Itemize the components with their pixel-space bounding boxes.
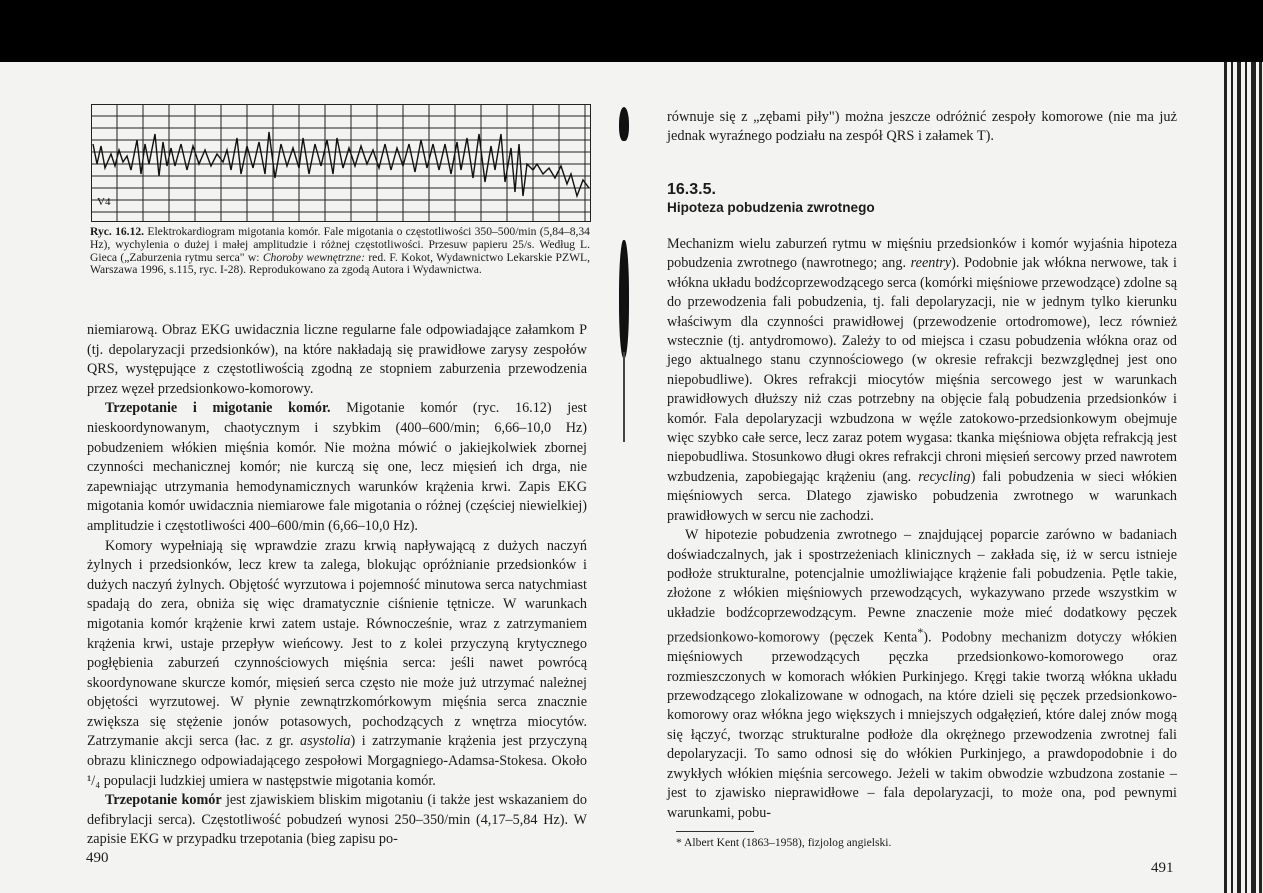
left-paragraph-2 [87, 399, 587, 536]
left-paragraph-3-text-a: Komory wypełniają się wprawdzie zrazu krwią napływającą z dużych naczyń żylnych i przedsionków, lecz krew ta zalega, blokując opróżnianie przedsionków i dużych naczyń żylnych. Objętość wyrzutowa i pojemność minutowa serca natychmiast spadają do zera, obniża się więc dramatycznie ciśnienie tętnicze. W warunkach migotania komór krążenie krwi zatem ustaje. Równocześnie, wraz z zatrzymaniem krążenia krwi, ustaje przepływ wieńcowy. Jest to z kolei przyczyną krytycznego pogłębienia zaburzeń czynnościowych mięśnia serca: jeśli nawet powrócą skoordynowane skurcze komór, mięsień serca często nie może już utrzymać należnej objętości wyrzutowej. W płynie zewnątrzkomórkowym mięśnia serca znacznie zwiększa się stężenie jonów potasowych, pochodzących z wnętrza miocytów. Zatrzymanie akcji serca (łac. z gr. [87, 537, 587, 750]
term-recycling: recycling [918, 468, 971, 485]
right-paragraph-1 [667, 235, 1177, 526]
page-number-right: 491 [1151, 860, 1174, 876]
right-page-body [667, 235, 1177, 823]
figure-caption [90, 226, 590, 277]
footnote-marker: * [917, 625, 924, 640]
left-paragraph-3-text-c: populacji ludzkiej umiera w następstwie migotania komór. [100, 772, 436, 789]
heading-flutter: Trzepotanie komór [105, 792, 222, 809]
scan-top-dark-band [0, 0, 1263, 62]
term-reentry: reentry [910, 255, 952, 272]
left-paragraph-1: niemiarową. Obraz EKG uwidacznia liczne regularne fale odpowiadające załamkom P (tj. depolaryzacji przedsionków), na które nakładają się prawidłowe zarysy zespołów QRS, występujące z częstotliwością zgodną ze stopniem zaburzenia przewodzenia przez węzeł przedsionkowo-komorowy. [87, 322, 587, 397]
caption-source: Choroby wewnętrzne: [262, 250, 365, 264]
caption-text-2: red. F. Kokot, Wydawnictwo Lekarskie PZWL, Warszawa 1996, s.115, ryc. I-28). Reprodukowano za zgodą Autora i Wydawnictwa. [90, 250, 590, 277]
footnote-rule [676, 831, 754, 832]
left-paragraph-3 [87, 537, 587, 792]
left-paragraph-4-text: jest zjawiskiem bliskim migotaniu (i także jest wskazaniem do defibrylacji serca). Częstotliwość pobudzeń wynosi 250–350/min (4,17–5,84 Hz). W zapisie EKG w przypadku trzepotania (bieg zapisu po- [87, 792, 587, 848]
right-paragraph-2-text-a: W hipotezie pobudzenia zwrotnego – znajdującej poparcie zarówno w badaniach doświadczalnych, jak i spostrzeżeniach klinicznych – zakłada się, iż w sercu istnieje podłoże strukturalne, potencjalnie umożliwiające krążenie fali pobudzenia. Pętle takie, złożone z włókien mięśniowych przewodzących, wykazywano przede wszystkim w układzie bodźcoprzewodzącym. Pewne znaczenie może mieć dodatkowy pęczek przedsionkowo-komorowy (pęczek Kenta [667, 527, 1177, 646]
spine-mark-top [619, 107, 629, 141]
right-page-continuation: równuje się z „zębami piły") można jeszcze odróżnić zespoły komorowe (nie ma już jednak wyraźnego podziału na zespół QRS i załamek T). [667, 109, 1177, 145]
right-paragraph-1-text-c: ) fali pobudzenia w sieci włókien mięśniowych serca. Dlatego zjawisko pobudzenia zwrotnego w warunkach prawidłowych w sercu nie zachodzi. [667, 468, 1177, 524]
right-paragraph-2 [667, 526, 1177, 823]
term-asystolia: asystolia [300, 733, 351, 750]
right-paragraph-1-text-b: ). Podobnie jak włókna nerwowe, tak i włókna układu bodźcoprzewodzącego serca (komórki mięśniowe przewodzące) zdolne są do przewodzenia fali pobudzenia, tj. fali depolaryzacji, nie w jednym tylko kierunku właściwym dla czynności prawidłowej (przewodzenie ortodromowe), lecz również wstecznie (tj. antydromowo). Zależy to od miejsca i czasu pobudzenia włókna oraz od jego aktualnego stanu czynnościowego (w okresie refrakcji bezwzględnej jest ono niepobudliwe). Okres refrakcji miocytów mięśnia sercowego jest w warunkach prawidłowych dłuższy niż czas potrzebny na objęcie falą pobudzenia przedsionków i komór. Fala depolaryzacji wzbudzona w węźle zatokowo-przedsionkowym obejmuje więc szybko całe serce, lecz zaraz potem wygasa: tkanka mięśniowa objęta refrakcją jest niepobudliwa. Stosunkowo długi okres refrakcji chroni mięsień sercowy przed nawrotem wzbudzenia, zapobiegając krążeniu (ang. [667, 255, 1177, 485]
left-page-body [87, 321, 587, 850]
spine-line [623, 352, 625, 442]
left-paragraph-2-text: Migotanie komór (ryc. 16.12) jest nieskoordynowanym, chaotycznym i szybkim (400–600/min; 6,66–10,0 Hz) pobudzeniem włókien mięśnia komór. Nie można mówić o jakiejkolwiek zbornej czynności mechanicznej komór; nie kurczą się one, lecz mięsień ich drga, nie zapewniając utrzymania hemodynamicznych warunków krążenia krwi. Zapis EKG migotania komór uwidacznia niemiarowe fale migotania o różnej (częściej niewielkiej) amplitudzie i częstotliwości 400–600/min (6,66–10,0 Hz). [87, 400, 587, 534]
caption-label: Ryc. 16.12. [90, 225, 145, 238]
footnote: * Albert Kent (1863–1958), fizjolog angielski. [676, 836, 892, 849]
left-paragraph-4 [87, 791, 587, 850]
section-number: 16.3.5. [667, 181, 716, 198]
page-number-left: 490 [86, 850, 109, 866]
ecg-figure [91, 104, 591, 222]
page-stack-edge [1222, 62, 1263, 893]
heading-fibrillation: Trzepotanie i migotanie komór. [105, 400, 331, 417]
ecg-lead-label: V4 [97, 196, 111, 208]
left-paragraph-3-text-b: ) i zatrzymanie krążenia jest przyczyną obrazu klinicznego odpowiadającego zespołowi Morgagniego-Adamsa-Stokesa. Około [87, 733, 587, 770]
fraction: ¹/₄ [87, 772, 101, 789]
caption-text-1: Elektrokardiogram migotania komór. Fale migotania o częstotliwości 350–500/min (5,84–8,34 Hz), wychylenia o dużej i małej amplitudzie i różnej częstotliwości. Przesuw papieru 25/s. Według L. Gieca („Zaburzenia rytmu serca" w: [90, 225, 590, 264]
spine-mark-middle [619, 240, 629, 358]
book-spine-shadow [614, 62, 644, 893]
right-paragraph-1-text-a: Mechanizm wielu zaburzeń rytmu w mięśniu przedsionków i komór wyjaśnia hipoteza pobudzenia zwrotnego (nawrotnego; ang. [667, 236, 1177, 272]
section-title: Hipoteza pobudzenia zwrotnego [667, 200, 875, 215]
right-paragraph-2-text-b: ). Podobny mechanizm dotyczy włókien mięśniowych przewodzących pęczka przedsionkowo-komorowego oraz rozmieszczonych w komorach włókien Purkinjego. Kręgi takie tworzą włókna układu przewodzącego zlokalizowane w odnogach, na które dzieli się pęczek przedsionkowo-komorowy oraz włókna jego większych i mniejszych odgałęzień, które dalej znów mogą się łączyć, tworząc strukturalne podłoże dla okrężnego przewodzenia zwrotnej fali depolaryzacji. To samo odnosi się do włókien Purkinjego, a prawdopodobnie i do zwykłych włókien mięśnia sercowego. Jeżeli w takim obwodzie wzbudzona zostanie – jest to zjawisko nieprawidłowe – fala depolaryzacji, to może ona, pod pewnymi warunkami, pobu- [667, 629, 1178, 821]
